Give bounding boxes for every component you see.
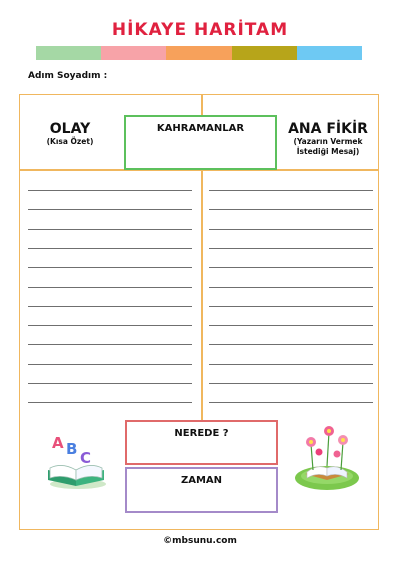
color-segment-pink [101,46,166,60]
svg-text:C: C [80,449,92,467]
writing-line [209,209,373,210]
writing-line [209,364,373,365]
writing-line [28,248,192,249]
writing-line [209,344,373,345]
writing-line [28,402,192,403]
olay-title: OLAY [49,121,91,137]
writing-line [28,344,192,345]
writing-line [209,383,373,384]
writing-line [209,248,373,249]
name-label: Adım Soyadım : [28,71,108,81]
writing-line [209,229,373,230]
writing-line [209,287,373,288]
writing-line [28,209,192,210]
svg-text:B: B [66,440,78,458]
zaman-title: ZAMAN [180,475,223,486]
writing-line [28,267,192,268]
olay-subtitle: (Kısa Özet) [46,137,94,146]
kahramanlar-box[interactable] [124,115,277,170]
writing-line [28,287,192,288]
kahramanlar-title: KAHRAMANLAR [156,123,245,134]
writing-line [209,325,373,326]
writing-line [28,325,192,326]
color-segment-olive [232,46,297,60]
copyright-text: ©mbsunu.com [163,536,237,546]
svg-text:A: A [52,434,64,452]
ana-fikir-section [282,121,374,157]
color-segment-green [36,46,101,60]
color-strip [36,46,362,60]
writing-line [28,383,192,384]
writing-line [209,402,373,403]
writing-line [209,306,373,307]
writing-line [28,229,192,230]
color-segment-blue [297,46,362,60]
nerede-title: NEREDE ? [174,428,229,439]
abc-book-icon [42,430,112,492]
writing-line [209,267,373,268]
ana-fikir-title: ANA FİKİR [288,121,368,137]
page-title: HİKAYE HARİTAM [111,20,289,40]
flower-book-icon [291,422,363,494]
writing-line [28,190,192,191]
zaman-box[interactable] [125,467,278,513]
writing-line [209,190,373,191]
writing-line [28,306,192,307]
ana-fikir-subtitle-1: (Yazarın Vermek [293,137,363,146]
olay-section [24,121,116,147]
color-segment-orange [166,46,231,60]
writing-line [28,364,192,365]
nerede-box[interactable] [125,420,278,465]
ana-fikir-subtitle-2: İstediği Mesaj) [296,147,360,156]
middle-divider-vertical [201,170,203,420]
